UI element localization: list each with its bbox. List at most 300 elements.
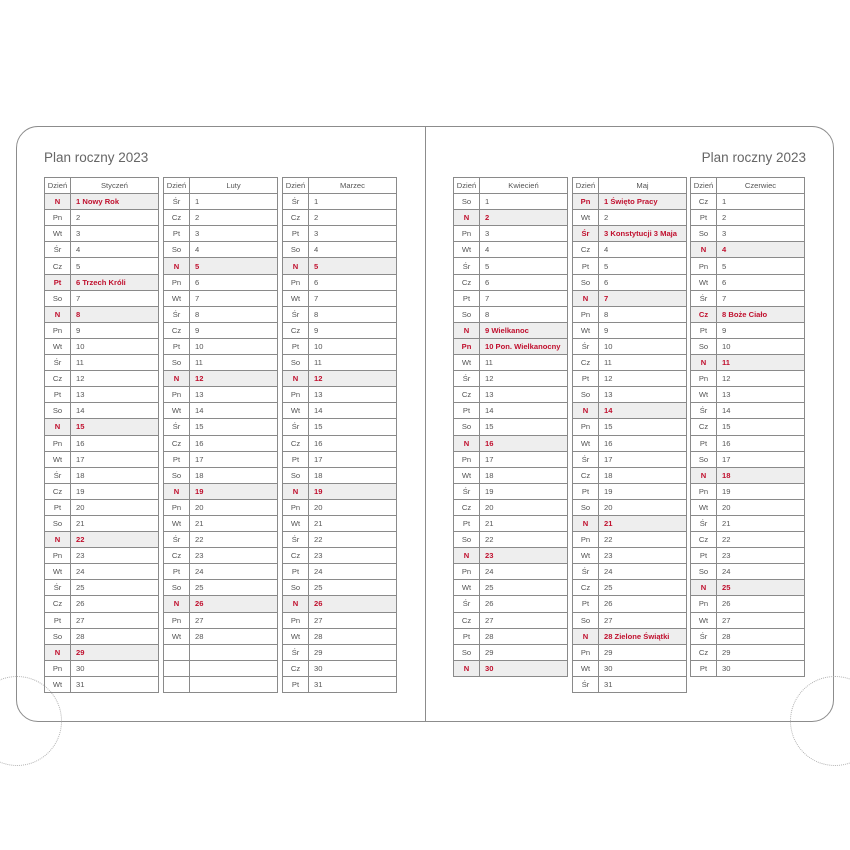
date-cell: 21 <box>717 515 805 531</box>
weekday-cell: Śr <box>573 451 599 467</box>
date-cell: 28 <box>71 628 159 644</box>
date-cell: 22 <box>309 532 397 548</box>
weekday-cell: Pt <box>573 371 599 387</box>
date-cell: 19 <box>599 483 687 499</box>
weekday-cell: Cz <box>691 419 717 435</box>
weekday-cell: N <box>573 628 599 644</box>
day-row <box>691 612 805 628</box>
date-cell: 30 <box>599 660 687 676</box>
weekday-cell: Cz <box>164 435 190 451</box>
weekday-cell: So <box>283 355 309 371</box>
date-cell: 27 <box>717 612 805 628</box>
weekday-cell: So <box>45 515 71 531</box>
date-cell: 2 <box>190 210 278 226</box>
month-header <box>45 178 159 194</box>
date-cell: 12 <box>71 371 159 387</box>
date-cell: 16 <box>599 435 687 451</box>
weekday-cell: Wt <box>45 338 71 354</box>
weekday-cell: Śr <box>283 532 309 548</box>
month-name: Maj <box>599 178 687 194</box>
day-row <box>691 596 805 612</box>
date-cell: 17 <box>480 451 568 467</box>
date-cell: 13 <box>71 387 159 403</box>
day-row <box>691 483 805 499</box>
weekday-cell: Cz <box>164 548 190 564</box>
date-cell: 9 Wielkanoc <box>480 322 568 338</box>
day-row <box>573 387 687 403</box>
day-row <box>691 371 805 387</box>
day-row <box>573 483 687 499</box>
day-row <box>164 226 278 242</box>
holiday-row <box>691 306 805 322</box>
weekday-cell: Wt <box>691 499 717 515</box>
weekday-cell: Pn <box>573 194 599 210</box>
day-row <box>283 499 397 515</box>
day-row <box>283 355 397 371</box>
day-row <box>164 355 278 371</box>
weekday-cell: N <box>573 403 599 419</box>
date-cell: 20 <box>71 499 159 515</box>
weekday-cell: Cz <box>45 483 71 499</box>
weekday-cell: N <box>45 306 71 322</box>
day-row <box>45 515 159 531</box>
date-cell: 18 <box>71 467 159 483</box>
weekday-cell: N <box>45 644 71 660</box>
weekday-cell: So <box>573 274 599 290</box>
day-row <box>454 290 568 306</box>
day-row <box>164 387 278 403</box>
day-row <box>454 226 568 242</box>
date-cell: 18 <box>717 467 805 483</box>
date-cell: 15 <box>717 419 805 435</box>
day-row <box>45 564 159 580</box>
date-cell: 3 <box>190 226 278 242</box>
date-cell: 27 <box>480 612 568 628</box>
weekday-cell: Śr <box>573 226 599 242</box>
date-cell: 19 <box>309 483 397 499</box>
holiday-row <box>45 419 159 435</box>
date-cell: 8 <box>599 306 687 322</box>
weekday-cell: So <box>691 338 717 354</box>
day-row <box>573 210 687 226</box>
day-row <box>283 564 397 580</box>
date-cell: 7 <box>309 290 397 306</box>
date-cell: 29 <box>717 644 805 660</box>
weekday-cell: Pt <box>164 451 190 467</box>
holiday-row <box>573 403 687 419</box>
day-row <box>283 387 397 403</box>
day-row <box>164 580 278 596</box>
weekday-cell: Śr <box>45 242 71 258</box>
weekday-cell <box>164 660 190 676</box>
date-cell: 4 <box>599 242 687 258</box>
weekday-cell: Cz <box>573 355 599 371</box>
month-header <box>164 178 278 194</box>
day-row <box>45 403 159 419</box>
day-row <box>283 419 397 435</box>
date-cell: 23 <box>309 548 397 564</box>
day-row <box>283 676 397 692</box>
day-row <box>164 467 278 483</box>
date-cell: 4 <box>71 242 159 258</box>
date-cell: 6 <box>480 274 568 290</box>
weekday-cell: Pn <box>45 435 71 451</box>
day-row <box>573 306 687 322</box>
weekday-cell: Pt <box>454 628 480 644</box>
day-row <box>691 387 805 403</box>
weekday-cell: Pt <box>283 226 309 242</box>
weekday-cell: N <box>454 322 480 338</box>
weekday-cell: Wt <box>283 628 309 644</box>
day-row <box>691 226 805 242</box>
day-row <box>283 467 397 483</box>
weekday-cell: Pn <box>164 274 190 290</box>
day-row <box>454 371 568 387</box>
holiday-row <box>691 580 805 596</box>
date-cell: 4 <box>717 242 805 258</box>
date-cell: 18 <box>599 467 687 483</box>
day-row <box>45 580 159 596</box>
date-cell: 5 <box>717 258 805 274</box>
date-cell: 22 <box>717 532 805 548</box>
weekday-cell: Cz <box>164 210 190 226</box>
day-row <box>283 290 397 306</box>
weekday-cell: Pn <box>691 371 717 387</box>
weekday-cell: N <box>454 660 480 676</box>
holiday-row <box>45 194 159 210</box>
date-cell: 10 <box>309 338 397 354</box>
weekday-cell: Cz <box>454 274 480 290</box>
date-cell: 9 <box>717 322 805 338</box>
weekday-cell: Śr <box>164 306 190 322</box>
weekday-cell: Wt <box>454 467 480 483</box>
date-cell: 19 <box>190 483 278 499</box>
date-cell: 15 <box>190 419 278 435</box>
weekday-cell: Śr <box>573 338 599 354</box>
day-row <box>573 660 687 676</box>
day-row <box>45 387 159 403</box>
day-row <box>691 451 805 467</box>
date-cell: 7 <box>480 290 568 306</box>
weekday-cell: N <box>283 371 309 387</box>
weekday-cell: Śr <box>454 483 480 499</box>
date-cell: 29 <box>309 644 397 660</box>
date-cell: 17 <box>309 451 397 467</box>
weekday-cell: Cz <box>454 612 480 628</box>
month-header <box>283 178 397 194</box>
weekday-cell: Cz <box>45 596 71 612</box>
day-row <box>454 596 568 612</box>
date-cell: 6 <box>190 274 278 290</box>
date-cell: 21 <box>599 515 687 531</box>
day-row <box>45 322 159 338</box>
weekday-cell: Pn <box>45 210 71 226</box>
date-cell: 3 <box>309 226 397 242</box>
day-row <box>164 451 278 467</box>
weekday-cell: Pt <box>691 435 717 451</box>
date-cell: 4 <box>309 242 397 258</box>
day-row <box>454 258 568 274</box>
weekday-cell: Śr <box>454 596 480 612</box>
day-row <box>573 564 687 580</box>
date-cell: 23 <box>190 548 278 564</box>
day-row <box>691 419 805 435</box>
day-row <box>283 548 397 564</box>
day-row <box>45 435 159 451</box>
date-cell: 9 <box>599 322 687 338</box>
weekday-cell: Śr <box>283 644 309 660</box>
day-row <box>691 258 805 274</box>
date-cell: 14 <box>480 403 568 419</box>
date-cell: 30 <box>480 660 568 676</box>
date-cell: 13 <box>717 387 805 403</box>
weekday-cell: Śr <box>283 194 309 210</box>
weekday-cell: N <box>45 419 71 435</box>
date-cell: 14 <box>71 403 159 419</box>
weekday-cell: So <box>283 467 309 483</box>
date-cell: 6 <box>717 274 805 290</box>
day-row <box>691 435 805 451</box>
weekday-cell: Wt <box>164 515 190 531</box>
weekday-cell: Cz <box>45 258 71 274</box>
date-cell: 1 Nowy Rok <box>71 194 159 210</box>
date-cell: 5 <box>480 258 568 274</box>
weekday-cell: Wt <box>45 676 71 692</box>
holiday-row <box>45 644 159 660</box>
weekday-cell: Wt <box>45 226 71 242</box>
date-cell: 15 <box>480 419 568 435</box>
weekday-cell <box>164 676 190 692</box>
date-cell: 8 <box>480 306 568 322</box>
day-column-header: Dzień <box>691 178 717 194</box>
date-cell: 11 <box>480 355 568 371</box>
weekday-cell: Pt <box>45 499 71 515</box>
day-row <box>691 628 805 644</box>
weekday-cell: Wt <box>691 274 717 290</box>
weekday-cell: N <box>691 467 717 483</box>
day-row <box>164 194 278 210</box>
date-cell: 2 <box>717 210 805 226</box>
day-row <box>573 676 687 692</box>
day-row <box>454 483 568 499</box>
date-cell: 20 <box>599 499 687 515</box>
day-row <box>454 644 568 660</box>
holiday-row <box>573 194 687 210</box>
date-cell: 24 <box>190 564 278 580</box>
weekday-cell: Pt <box>45 387 71 403</box>
day-row <box>573 258 687 274</box>
day-row <box>573 499 687 515</box>
date-cell: 28 Zielone Świątki <box>599 628 687 644</box>
weekday-cell: N <box>454 435 480 451</box>
weekday-cell: Pt <box>45 612 71 628</box>
day-row <box>454 387 568 403</box>
day-row <box>691 322 805 338</box>
date-cell: 5 <box>309 258 397 274</box>
date-cell: 5 <box>599 258 687 274</box>
day-row <box>283 242 397 258</box>
weekday-cell: N <box>691 580 717 596</box>
date-cell: 15 <box>309 419 397 435</box>
date-cell: 30 <box>71 660 159 676</box>
date-cell <box>190 660 278 676</box>
date-cell: 28 <box>190 628 278 644</box>
date-cell: 20 <box>309 499 397 515</box>
date-cell: 18 <box>480 467 568 483</box>
date-cell: 2 <box>309 210 397 226</box>
day-row <box>454 403 568 419</box>
date-cell: 9 <box>190 322 278 338</box>
day-row <box>573 532 687 548</box>
weekday-cell: Cz <box>283 210 309 226</box>
weekday-cell: Pn <box>454 451 480 467</box>
weekday-cell: Cz <box>454 499 480 515</box>
date-cell: 13 <box>190 387 278 403</box>
date-cell: 2 <box>480 210 568 226</box>
day-row <box>691 194 805 210</box>
weekday-cell: Wt <box>573 548 599 564</box>
weekday-cell: Pt <box>691 660 717 676</box>
day-row <box>573 580 687 596</box>
day-row <box>454 580 568 596</box>
weekday-cell: So <box>164 580 190 596</box>
weekday-cell: N <box>164 596 190 612</box>
day-row <box>164 403 278 419</box>
weekday-cell: So <box>45 628 71 644</box>
date-cell: 22 <box>480 532 568 548</box>
day-row <box>573 548 687 564</box>
day-row <box>454 419 568 435</box>
date-cell: 8 <box>309 306 397 322</box>
day-row <box>164 290 278 306</box>
holiday-row <box>45 274 159 290</box>
day-row <box>164 499 278 515</box>
day-row <box>45 451 159 467</box>
weekday-cell: Pt <box>573 596 599 612</box>
weekday-cell: So <box>283 580 309 596</box>
weekday-cell: Cz <box>691 194 717 210</box>
day-row <box>45 258 159 274</box>
weekday-cell: Pn <box>45 660 71 676</box>
date-cell: 10 <box>71 338 159 354</box>
date-cell: 26 <box>717 596 805 612</box>
date-cell: 10 <box>190 338 278 354</box>
date-cell: 10 Pon. Wielkanocny <box>480 338 568 354</box>
weekday-cell: Wt <box>283 515 309 531</box>
weekday-cell: N <box>45 194 71 210</box>
weekday-cell: Śr <box>164 419 190 435</box>
weekday-cell: Pn <box>454 564 480 580</box>
day-row <box>45 660 159 676</box>
day-row <box>45 467 159 483</box>
day-row <box>454 451 568 467</box>
date-cell: 16 <box>480 435 568 451</box>
weekday-cell: N <box>573 290 599 306</box>
holiday-row <box>454 435 568 451</box>
weekday-cell: So <box>573 387 599 403</box>
day-row <box>573 338 687 354</box>
weekday-cell: Wt <box>454 242 480 258</box>
day-row <box>454 628 568 644</box>
weekday-cell: Cz <box>283 660 309 676</box>
weekday-cell: N <box>454 210 480 226</box>
holiday-row <box>164 596 278 612</box>
day-row <box>45 483 159 499</box>
date-cell: 23 <box>71 548 159 564</box>
weekday-cell: Pn <box>573 306 599 322</box>
day-row <box>164 676 278 692</box>
page-title-left: Plan roczny 2023 <box>44 150 149 165</box>
weekday-cell: Wt <box>691 612 717 628</box>
month-table <box>282 177 397 693</box>
date-cell: 31 <box>71 676 159 692</box>
date-cell: 26 <box>599 596 687 612</box>
date-cell: 19 <box>717 483 805 499</box>
date-cell: 17 <box>717 451 805 467</box>
weekday-cell: Pt <box>454 290 480 306</box>
date-cell: 26 <box>190 596 278 612</box>
weekday-cell: N <box>164 483 190 499</box>
weekday-cell: Cz <box>454 387 480 403</box>
day-row <box>45 628 159 644</box>
weekday-cell: So <box>573 612 599 628</box>
day-row <box>164 532 278 548</box>
day-row <box>283 306 397 322</box>
date-cell: 25 <box>190 580 278 596</box>
date-cell: 25 <box>717 580 805 596</box>
day-row <box>164 660 278 676</box>
weekday-cell: Wt <box>573 435 599 451</box>
date-cell: 12 <box>480 371 568 387</box>
weekday-cell: Wt <box>573 322 599 338</box>
day-row <box>573 355 687 371</box>
day-row <box>283 226 397 242</box>
day-row <box>283 451 397 467</box>
month-name: Kwiecień <box>480 178 568 194</box>
holiday-row <box>454 210 568 226</box>
date-cell: 1 Święto Pracy <box>599 194 687 210</box>
date-cell: 2 <box>71 210 159 226</box>
weekday-cell: N <box>691 242 717 258</box>
day-row <box>164 644 278 660</box>
day-row <box>691 515 805 531</box>
date-cell: 5 <box>190 258 278 274</box>
date-cell: 9 <box>71 322 159 338</box>
weekday-cell: Pt <box>691 322 717 338</box>
date-cell <box>190 644 278 660</box>
weekday-cell: N <box>164 258 190 274</box>
weekday-cell: Pt <box>454 515 480 531</box>
day-column-header: Dzień <box>164 178 190 194</box>
month-table <box>453 177 568 677</box>
date-cell: 14 <box>309 403 397 419</box>
date-cell: 13 <box>599 387 687 403</box>
date-cell: 27 <box>599 612 687 628</box>
weekday-cell: N <box>45 532 71 548</box>
weekday-cell: Śr <box>283 419 309 435</box>
holiday-row <box>691 467 805 483</box>
weekday-cell: N <box>283 483 309 499</box>
weekday-cell: Wt <box>164 290 190 306</box>
weekday-cell: So <box>691 564 717 580</box>
day-row <box>573 467 687 483</box>
weekday-cell: N <box>454 548 480 564</box>
weekday-cell: Wt <box>164 403 190 419</box>
day-row <box>283 210 397 226</box>
weekday-cell: Wt <box>573 660 599 676</box>
date-cell: 29 <box>599 644 687 660</box>
weekday-cell: Cz <box>283 322 309 338</box>
